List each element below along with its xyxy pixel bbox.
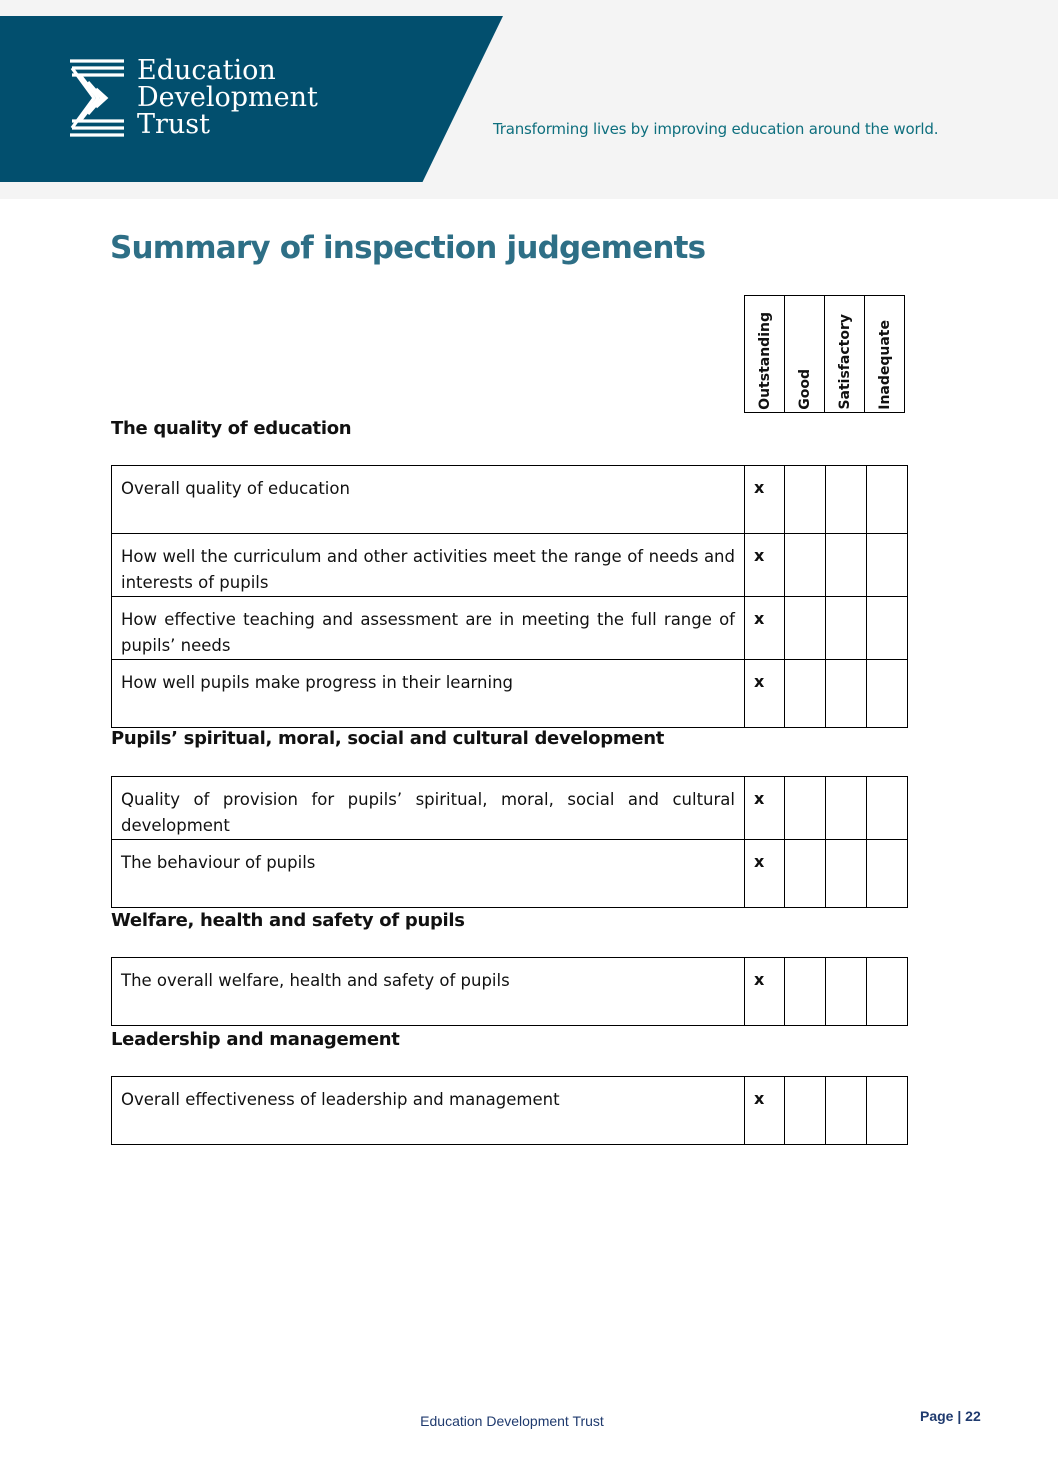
section-heading-quality-of-education: The quality of education <box>111 418 352 439</box>
section-heading-smsc-development: Pupils’ spiritual, moral, social and cultural development <box>111 728 665 749</box>
logo-line-1: Education <box>137 55 276 86</box>
judgement-table-quality <box>111 465 908 728</box>
mark-good <box>785 466 826 534</box>
judgement-table-smsc <box>111 776 908 908</box>
mark-inadequate <box>867 534 908 597</box>
table-row <box>112 958 908 1026</box>
row-label: Overall quality of education <box>112 466 745 534</box>
logo-line-3: Trust <box>137 109 211 140</box>
mark-inadequate <box>867 466 908 534</box>
mark-outstanding: x <box>745 466 785 534</box>
logo-mark-icon <box>68 58 126 138</box>
mark-inadequate <box>867 840 908 908</box>
table-row <box>112 777 908 840</box>
mark-inadequate <box>867 660 908 728</box>
row-label: How well the curriculum and other activities meet the range of needs and interests of pupils <box>112 534 745 597</box>
mark-inadequate <box>867 777 908 840</box>
mark-outstanding: x <box>745 777 785 840</box>
mark-inadequate <box>867 597 908 660</box>
section-heading-welfare: Welfare, health and safety of pupils <box>111 910 465 931</box>
row-label: Overall effectiveness of leadership and management <box>112 1077 745 1145</box>
mark-satisfactory <box>826 840 867 908</box>
mark-satisfactory <box>826 534 867 597</box>
tagline: Transforming lives by improving education around the world. <box>493 120 939 138</box>
mark-good <box>785 840 826 908</box>
mark-satisfactory <box>826 1077 867 1145</box>
grade-col-satisfactory <box>825 296 865 413</box>
grade-label: Inadequate <box>876 320 893 410</box>
row-label: The overall welfare, health and safety of pupils <box>112 958 745 1026</box>
grade-col-outstanding <box>745 296 785 413</box>
row-label: The behaviour of pupils <box>112 840 745 908</box>
mark-good <box>785 958 826 1026</box>
row-label: How well pupils make progress in their learning <box>112 660 745 728</box>
mark-outstanding: x <box>745 534 785 597</box>
mark-inadequate <box>867 958 908 1026</box>
mark-outstanding: x <box>745 840 785 908</box>
mark-satisfactory <box>826 466 867 534</box>
mark-satisfactory <box>826 777 867 840</box>
row-label: Quality of provision for pupils’ spiritual, moral, social and cultural development <box>112 777 745 840</box>
table-row <box>112 1077 908 1145</box>
grade-col-good <box>785 296 825 413</box>
mark-satisfactory <box>826 958 867 1026</box>
table-row <box>112 466 908 534</box>
mark-outstanding: x <box>745 660 785 728</box>
grade-label: Good <box>796 369 813 410</box>
mark-satisfactory <box>826 660 867 728</box>
mark-good <box>785 660 826 728</box>
table-row <box>112 660 908 728</box>
footer-page-number: Page | 22 <box>920 1408 981 1424</box>
mark-good <box>785 1077 826 1145</box>
grade-label: Satisfactory <box>836 314 853 410</box>
grade-header <box>744 295 905 413</box>
footer-organisation: Education Development Trust <box>420 1413 604 1429</box>
mark-inadequate <box>867 1077 908 1145</box>
mark-satisfactory <box>826 597 867 660</box>
table-row <box>112 597 908 660</box>
mark-outstanding: x <box>745 597 785 660</box>
mark-good <box>785 597 826 660</box>
row-label: How effective teaching and assessment are in meeting the full range of pupils’ needs <box>112 597 745 660</box>
judgement-table-welfare <box>111 957 908 1026</box>
mark-outstanding: x <box>745 1077 785 1145</box>
mark-outstanding: x <box>745 958 785 1026</box>
grade-col-inadequate <box>865 296 905 413</box>
table-row <box>112 534 908 597</box>
mark-good <box>785 534 826 597</box>
section-heading-leadership: Leadership and management <box>111 1029 400 1050</box>
logo-wordmark <box>137 57 318 138</box>
mark-good <box>785 777 826 840</box>
grade-label: Outstanding <box>756 312 773 410</box>
page-title: Summary of inspection judgements <box>110 230 706 266</box>
judgement-table-leadership <box>111 1076 908 1145</box>
table-row <box>112 840 908 908</box>
logo-line-2: Development <box>137 82 318 113</box>
